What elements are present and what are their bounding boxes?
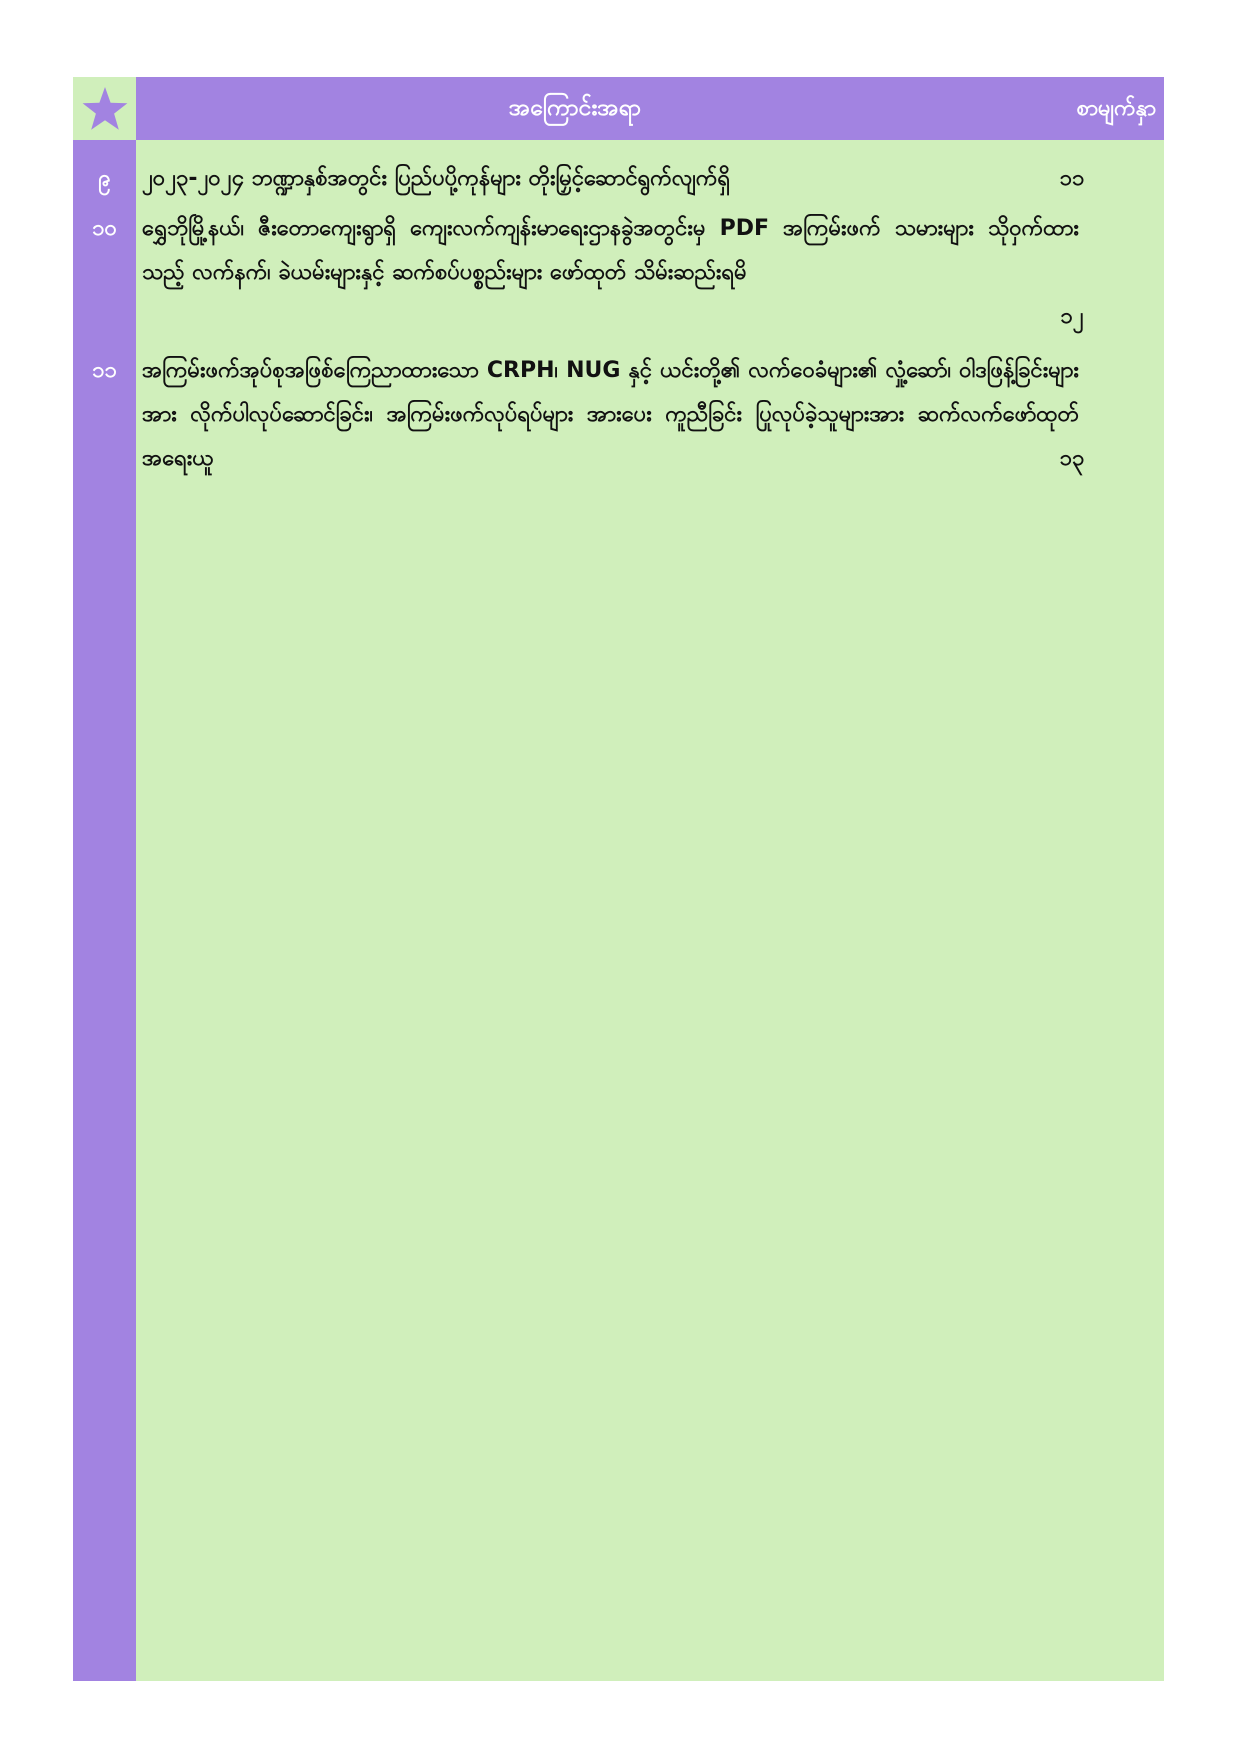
entry-page: ၁၁ [1059, 166, 1085, 191]
entry-number: ၁၀ [92, 216, 117, 241]
star-cell [73, 77, 136, 140]
entry-text: အကြမ်းဖက်အုပ်စုအဖြစ်ကြေညာထားသော CRPH၊ NUG နှင့် ယင်းတို့၏ လက်ဝေခံများ၏ လှုံ့ဆော်၊ ဝါဒဖြန့်ခြင်းများအား လိုက်ပါလုပ်ဆောင်ခြင်း၊ အကြမ်းဖက်လုပ်ရပ်များ အားပေး ကူညီခြင်း ပြုလုပ်ခဲ့သူများအား ဆက်လက်ဖော်ထုတ်အရေးယူ [142, 358, 1079, 471]
entry-number: ၉ [98, 166, 111, 191]
header-title: အကြောင်းအရာ [508, 95, 642, 121]
header-page-label: စာမျက်နှာ [1076, 96, 1156, 121]
toc-header [136, 77, 1164, 140]
entry-page: ၁၂ [1060, 304, 1084, 329]
table-of-contents [73, 77, 1164, 1681]
number-column-bar [73, 77, 136, 1681]
entry-text: ၂၀၂၃-၂၀၂၄ ဘဏ္ဍာနှစ်အတွင်း ပြည်ပပို့ကုန်များ တိုးမြှင့်ဆောင်ရွက်လျက်ရှိ [142, 166, 731, 191]
entry-text: ရွှေဘိုမြို့နယ်၊ ဇီးတောကျေးရွာရှိ ကျေးလက်ကျန်းမာရေးဌာနခွဲအတွင်းမှ PDF အကြမ်းဖက် သမားများ သိုဝှက်ထားသည့် လက်နက်၊ ခဲယမ်းများနှင့် ဆက်စပ်ပစ္စည်းများ ဖော်ထုတ် သိမ်းဆည်းရမိ [142, 216, 1079, 285]
star-icon [81, 85, 129, 133]
entry-page: ၁၃ [1059, 446, 1085, 471]
entry-number: ၁၁ [92, 358, 117, 383]
